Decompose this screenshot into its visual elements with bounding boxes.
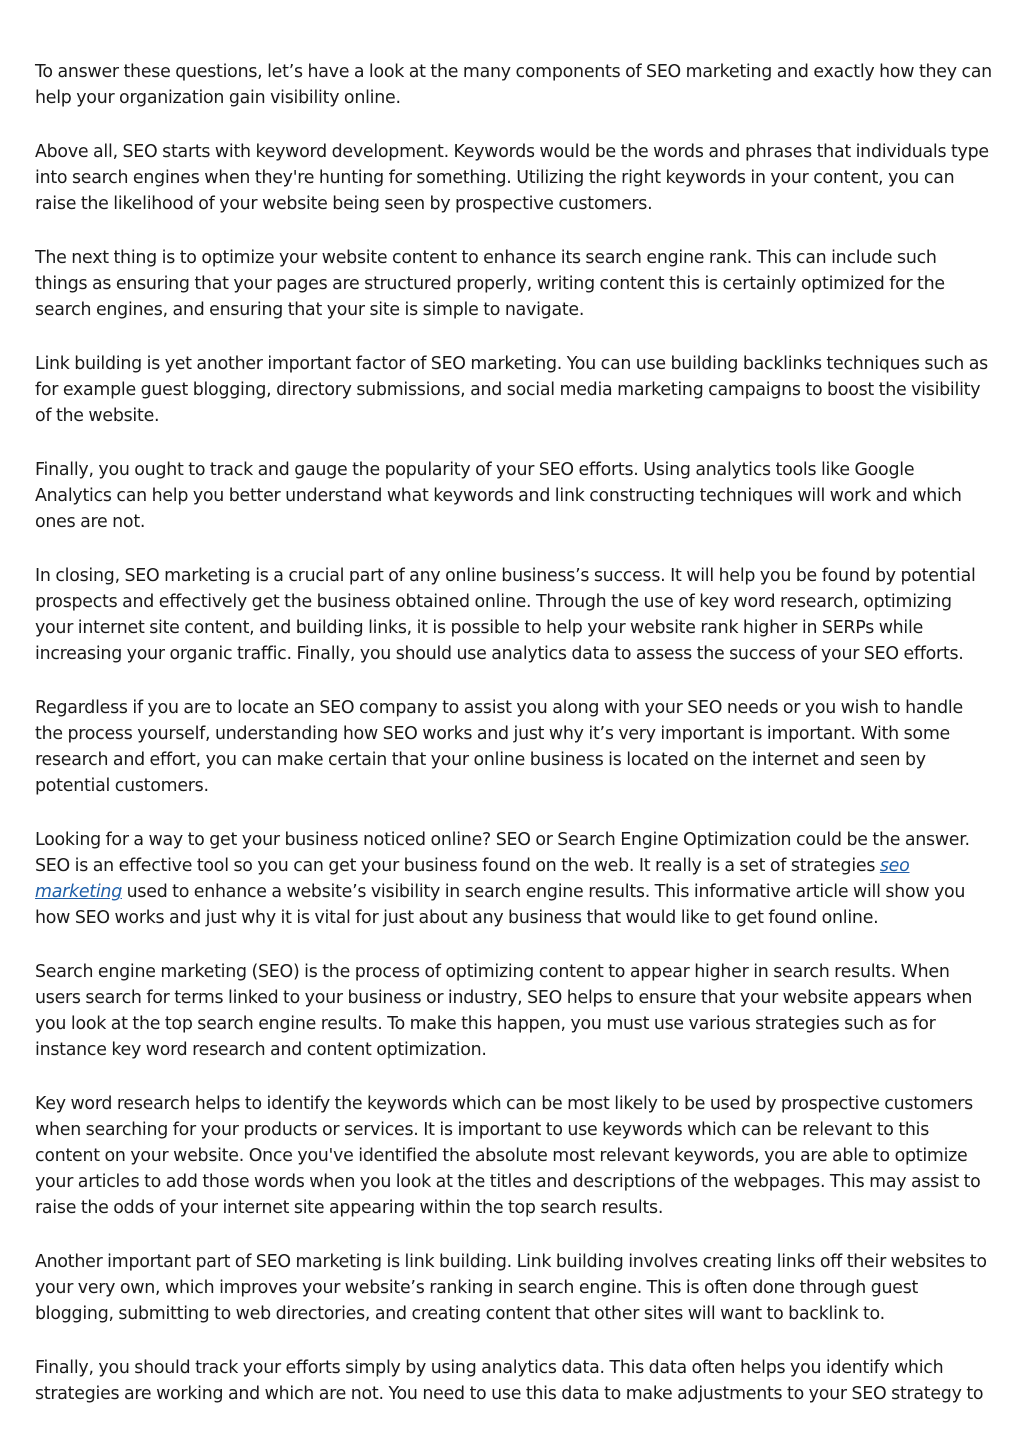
- seo-marketing-link[interactable]: seo marketing: [35, 856, 910, 902]
- paragraph-8: [35, 827, 993, 931]
- paragraph-7: Regardless if you are to locate an SEO company to assist you along with your SEO needs or you wish to handle the process yourself, understanding how SEO works and just why it’s very important is important. With some research and effort, you can make certain that your online business is located on the internet and seen by potential customers.: [35, 698, 963, 796]
- paragraph-3: The next thing is to optimize your website content to enhance its search engine rank. This can include such things as ensuring that your pages are structured properly, writing content this is certainly optimized for the search engines, and ensuring that your site is simple to navigate.: [35, 248, 945, 320]
- paragraph-9: Search engine marketing (SEO) is the process of optimizing content to appear higher in search results. When users search for terms linked to your business or industry, SEO helps to ensure that your website appears when you look at the top search engine results. To make this happen, you must use various strategies such as for instance key word research and content optimization.: [35, 962, 973, 1060]
- paragraph-5: Finally, you ought to track and gauge the popularity of your SEO efforts. Using analytics tools like Google Analytics can help you better understand what keywords and link constructing techniques will work and which ones are not.: [35, 460, 962, 532]
- document-body: [35, 59, 993, 1435]
- paragraph-1: To answer these questions, let’s have a look at the many components of SEO marketing and exactly how they can help your organization gain visibility online.: [35, 62, 992, 108]
- paragraph-10: Key word research helps to identify the keywords which can be most likely to be used by prospective customers when searching for your products or services. It is important to use keywords which can be relevant to this content on your website. Once you've identified the absolute most relevant keywords, you are able to optimize your articles to add those words when you look at the titles and descriptions of the webpages. This may assist to raise the odds of your internet site appearing within the top search results.: [35, 1094, 981, 1218]
- paragraph-11: Another important part of SEO marketing is link building. Link building involves creating links off their websites to your very own, which improves your website’s ranking in search engine. This is often done through guest blogging, submitting to web directories, and creating content that other sites will want to backlink to.: [35, 1252, 987, 1324]
- paragraph-4: Link building is yet another important factor of SEO marketing. You can use building backlinks techniques such as for example guest blogging, directory submissions, and social media marketing campaigns to boost the visibility of the website.: [35, 354, 988, 426]
- paragraph-8-text-before: Looking for a way to get your business noticed online? SEO or Search Engine Optimization could be the answer. SEO is an effective tool so you can get your business found on the web. It really is a set of strategies: [35, 830, 970, 876]
- paragraph-2: Above all, SEO starts with keyword development. Keywords would be the words and phrases that individuals type into search engines when they're hunting for something. Utilizing the right keywords in your content, you can raise the likelihood of your website being seen by prospective customers.: [35, 142, 989, 214]
- paragraph-12: Finally, you should track your efforts simply by using analytics data. This data often helps you identify which strategies are working and which are not. You need to use this data to make adjustments to your SEO strategy to: [35, 1358, 984, 1404]
- paragraph-8-text-after: used to enhance a website’s visibility in search engine results. This informative article will show you how SEO works and just why it is vital for just about any business that would like to get found online.: [35, 882, 966, 928]
- paragraph-6: In closing, SEO marketing is a crucial part of any online business’s success. It will help you be found by potential prospects and effectively get the business obtained online. Through the use of key word research, optimizing your internet site content, and building links, it is possible to help your website rank higher in SERPs while increasing your organic traffic. Finally, you should use analytics data to assess the success of your SEO efforts.: [35, 566, 976, 664]
